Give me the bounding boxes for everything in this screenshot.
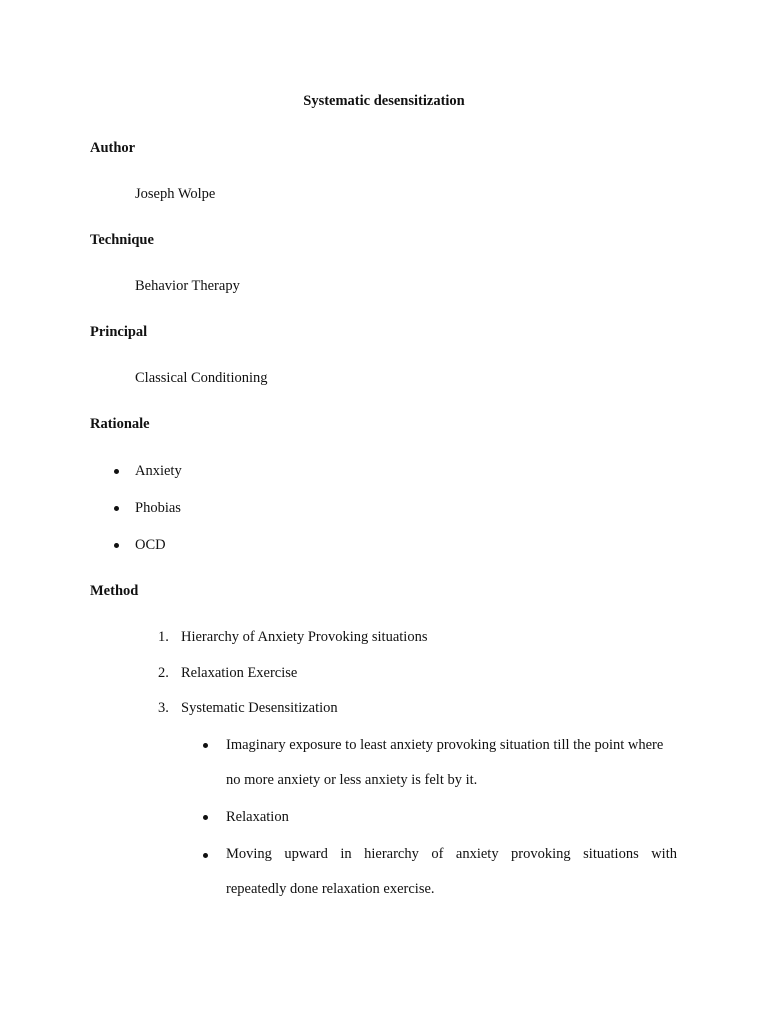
- list-item-text: Anxiety: [135, 463, 182, 479]
- bullet-icon: [114, 506, 119, 511]
- bullet-icon: [114, 543, 119, 548]
- step-number: 2.: [158, 665, 169, 681]
- principal-value: Classical Conditioning: [135, 370, 268, 386]
- sub-item-text: Relaxation: [226, 809, 289, 825]
- document-title: Systematic desensitization: [303, 93, 465, 109]
- technique-heading: Technique: [90, 232, 154, 248]
- author-value: Joseph Wolpe: [135, 186, 216, 202]
- list-item-text: Phobias: [135, 500, 181, 516]
- rationale-heading: Rationale: [90, 416, 150, 432]
- step-text: Relaxation Exercise: [181, 665, 298, 681]
- technique-value: Behavior Therapy: [135, 278, 240, 294]
- sub-item-text: Imaginary exposure to least anxiety provoking situation till the point where: [226, 737, 664, 753]
- step-text: Systematic Desensitization: [181, 700, 338, 716]
- bullet-icon: [203, 743, 208, 748]
- principal-heading: Principal: [90, 324, 148, 340]
- step-number: 3.: [158, 700, 169, 716]
- method-heading: Method: [90, 583, 139, 599]
- bullet-icon: [114, 469, 119, 474]
- bullet-icon: [203, 853, 208, 858]
- step-number: 1.: [158, 629, 169, 645]
- sub-item-text: Moving upward in hierarchy of anxiety provoking situations with: [226, 846, 677, 862]
- list-item-text: OCD: [135, 537, 166, 553]
- author-heading: Author: [90, 140, 136, 156]
- sub-item-text-continued: no more anxiety or less anxiety is felt by it.: [226, 772, 478, 788]
- bullet-icon: [203, 815, 208, 820]
- step-text: Hierarchy of Anxiety Provoking situations: [181, 629, 428, 645]
- sub-item-text-continued: repeatedly done relaxation exercise.: [226, 881, 435, 897]
